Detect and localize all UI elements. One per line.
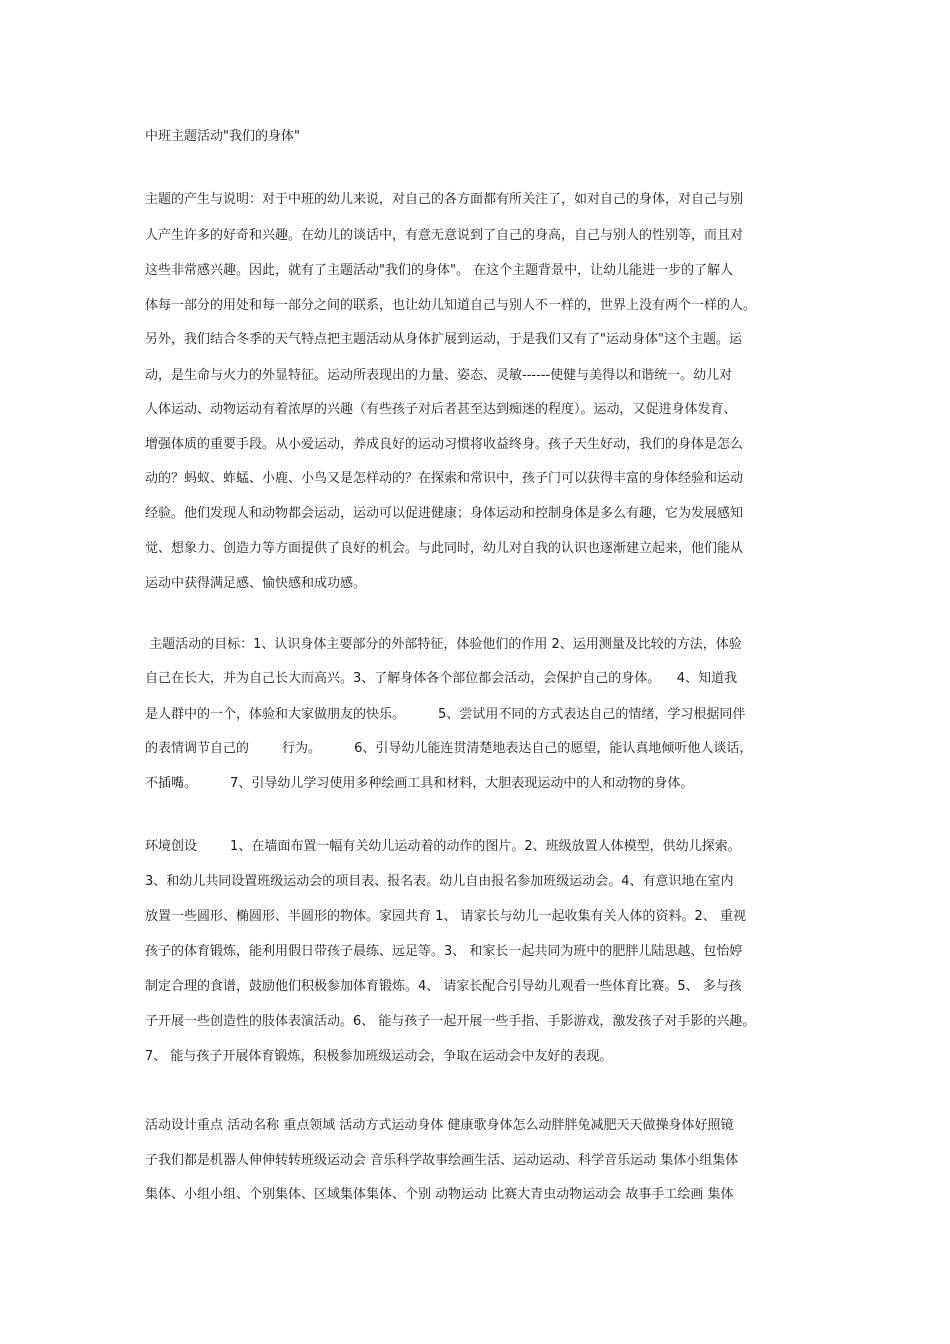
paragraph-line: 动，是生命与火力的外显特征。运动所表现出的力量、姿态、灵敏------使健与美得以和谐统一。幼儿对 xyxy=(145,368,733,383)
paragraph-line: 另外，我们结合冬季的天气特点把主题活动从身体扩展到运动，于是我们又有了"运动身体"这个主题。运 xyxy=(145,332,742,347)
paragraph-line: 环境创设 1、在墙面布置一幅有关幼儿运动着的动作的图片。2、班级放置人体模型，供幼儿探索。 xyxy=(145,839,741,854)
paragraph-line: 放置一些圆形、椭圆形、半圆形的物体。家园共育 1、 请家长与幼儿一起收集有关人体的资料。2、 重视 xyxy=(145,909,746,924)
paragraph-line: 人产生许多的好奇和兴趣。在幼儿的谈话中，有意无意说到了自己的身高，自己与别人的性别等，而且对 xyxy=(145,228,744,243)
paragraph-line: 运动中获得满足感、愉快感和成功感。 xyxy=(145,576,367,591)
paragraph-line: 7、 能与孩子开展体育锻炼，积极参加班级运动会，争取在运动会中友好的表现。 xyxy=(145,1049,613,1064)
paragraph-line: 不插嘴。 7、引导幼儿学习使用多种绘画工具和材料，大胆表现运动中的人和动物的身体。 xyxy=(145,776,694,791)
paragraph-line: 这些非常感兴趣。因此，就有了主题活动"我们的身体"。 在这个主题背景中，让幼儿能进一步的了解人 xyxy=(145,263,734,278)
paragraph-line: 的表情调节自己的 行为。 6、引导幼儿能连贯清楚地表达自己的愿望，能认真地倾听他人谈话， xyxy=(145,741,753,756)
paragraph-line: 子我们都是机器人伸伸转转班级运动会 音乐科学故事绘画生活、运动运动、科学音乐运动 集体小组集体 xyxy=(145,1153,739,1168)
paragraph-line: 主题的产生与说明：对于中班的幼儿来说，对自己的各方面都有所关注了，如对自己的身体，对自己与别 xyxy=(145,192,744,207)
paragraph-line: 自己在长大，并为自己长大而高兴。3、了解身体各个部位都会活动，会保护自己的身体。 4、知道我 xyxy=(145,671,738,686)
paragraph-line: 人体运动、动物运动有着浓厚的兴趣（有些孩子对后者甚至达到痴迷的程度）。运动，又促进身体发育、 xyxy=(145,402,737,417)
paragraph-line: 孩子的体育锻炼，能利用假日带孩子晨练、远足等。3、 和家长一起共同为班中的肥胖儿陆思越、包怡婷 xyxy=(145,944,743,959)
document-title: 中班主题活动"我们的身体" xyxy=(145,129,300,144)
paragraph-line: 体每一部分的用处和每一部分之间的联系，也让幼儿知道自己与别人不一样的，世界上没有两个一样的人。 xyxy=(145,298,757,313)
paragraph-line: 集体、小组小组、个别集体、区域集体集体、个别 动物运动 比赛大青虫动物运动会 故事手工绘画 集体 xyxy=(145,1187,734,1202)
paragraph-line: 3、和幼儿共同设置班级运动会的项目表、报名表。幼儿自由报名参加班级运动会。4、有意识地在室内 xyxy=(145,874,734,889)
paragraph-line: 是人群中的一个，体验和大家做朋友的快乐。 5、尝试用不同的方式表达自己的情绪，学习根据同伴 xyxy=(145,707,746,722)
paragraph-line: 增强体质的重要手段。从小爱运动，养成良好的运动习惯将收益终身。孩子天生好动，我们的身体是怎么 xyxy=(145,437,744,452)
paragraph-line: 经验。他们发现人和动物都会运动，运动可以促进健康；身体运动和控制身体是多么有趣，它为发展感知 xyxy=(145,506,744,521)
paragraph-line: 动的？蚂蚁、蚱蜢、小鹿、小鸟又是怎样动的？在探索和常识中，孩子门可以获得丰富的身体经验和运动 xyxy=(145,471,744,486)
paragraph-line: 觉、想象力、创造力等方面提供了良好的机会。与此同时，幼儿对自我的认识也逐渐建立起来，他们能从 xyxy=(145,541,744,556)
paragraph-line: 子开展一些创造性的肢体表演活动。6、 能与孩子一起开展一些手指、手影游戏，激发孩子对手影的兴趣。 xyxy=(145,1014,756,1029)
paragraph-line: 活动设计重点 活动名称 重点领域 活动方式运动身体 健康歌身体怎么动胖胖兔减肥天天做操身体好照镜 xyxy=(145,1118,734,1133)
paragraph-line: 主题活动的目标：1、认识身体主要部分的外部特征，体验他们的作用 2、运用测量及比较的方法，体验 xyxy=(145,637,742,652)
paragraph-line: 制定合理的食谱，鼓励他们积极参加体育锻炼。4、 请家长配合引导幼儿观看一些体育比赛。5、 多与孩 xyxy=(145,979,742,994)
